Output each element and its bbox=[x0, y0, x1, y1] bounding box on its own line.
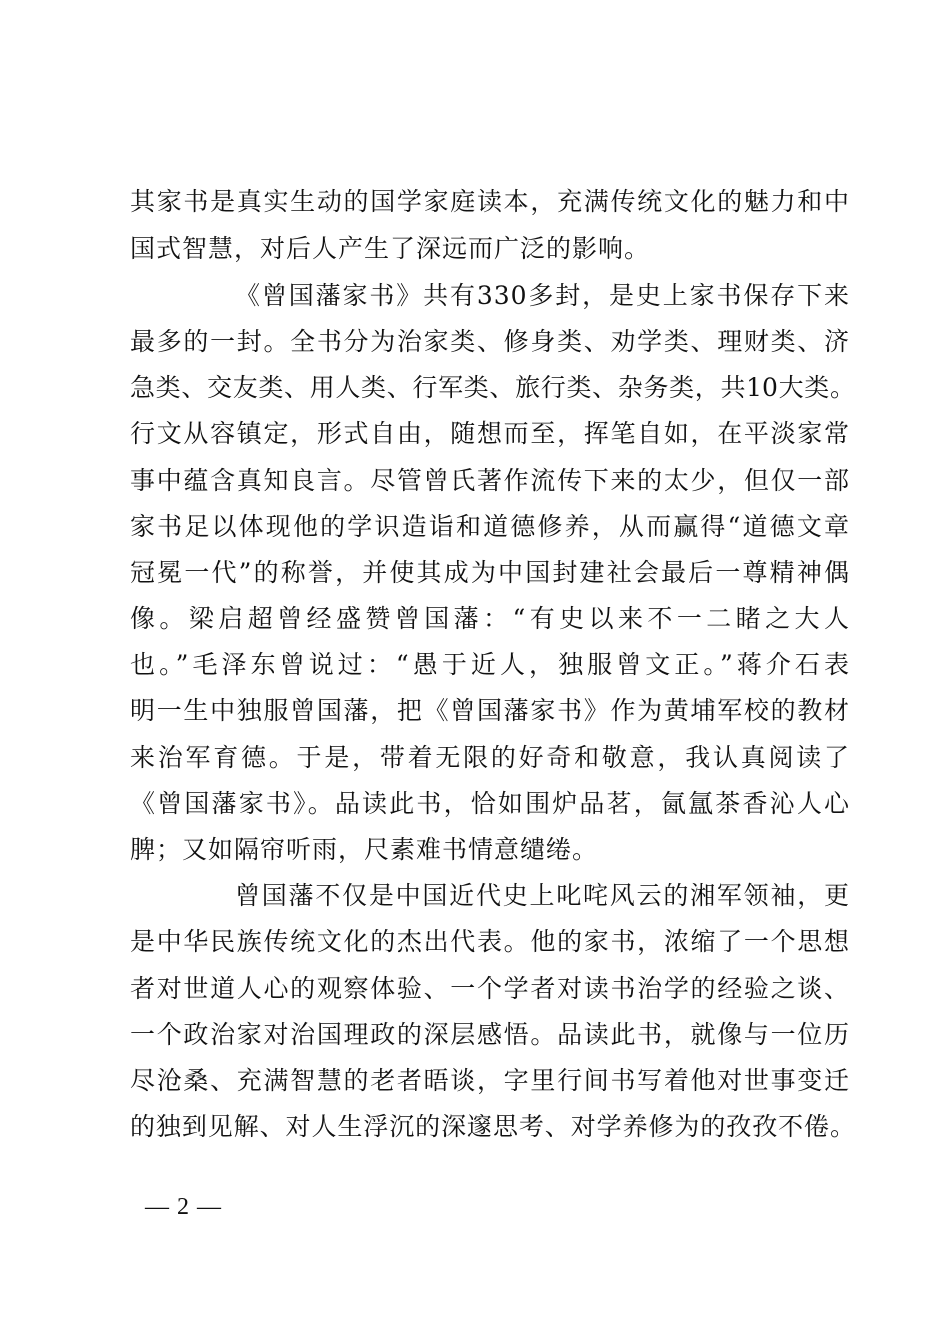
paragraph-1-line-2: 国式智慧，对后人产生了深远而广泛的影响。 bbox=[130, 234, 651, 263]
paragraph-2-line-9: 也。”毛泽东曾说过：“愚于近人，独服曾文正。”蒋介石表 bbox=[130, 650, 850, 679]
paragraph-2-line-5: 事中蕴含真知良言。尽管曾氏著作流传下来的太少，但仅一部 bbox=[130, 466, 850, 495]
paragraph-2-line-11: 来治军育德。于是，带着无限的好奇和敬意，我认真阅读了 bbox=[130, 743, 850, 772]
paragraph-2-line-3: 急类、交友类、用人类、行军类、旅行类、杂务类，共10大类。 bbox=[130, 373, 855, 402]
paragraph-2-line-13: 脾；又如隔帘听雨，尺素难书情意缱绻。 bbox=[130, 835, 599, 864]
page-number: — 2 — bbox=[145, 1194, 222, 1220]
paragraph-2-line-2: 最多的一封。全书分为治家类、修身类、劝学类、理财类、济 bbox=[130, 327, 850, 356]
paragraph-2-line-12: 《曾国藩家书》。品读此书，恰如围炉品茗，氤氲茶香沁人心 bbox=[130, 789, 850, 818]
paragraph-2-line-4: 行文从容镇定，形式自由，随想而至，挥笔自如，在平淡家常 bbox=[130, 419, 850, 448]
paragraph-2-line-7: 冠冕一代”的称誉，并使其成为中国封建社会最后一尊精神偶 bbox=[130, 558, 850, 587]
paragraph-3-line-4: 一个政治家对治国理政的深层感悟。品读此书，就像与一位历 bbox=[130, 1020, 850, 1049]
paragraph-3-line-5: 尽沧桑、充满智慧的老者晤谈，字里行间书写着他对世事变迁 bbox=[130, 1066, 850, 1095]
paragraph-3-line-1: 曾国藩不仅是中国近代史上叱咤风云的湘军领袖，更 bbox=[235, 881, 850, 910]
paragraph-2-line-10: 明一生中独服曾国藩，把《曾国藩家书》作为黄埔军校的教材 bbox=[130, 696, 850, 725]
paragraph-3-line-6: 的独到见解、对人生浮沉的深邃思考、对学养修为的孜孜不倦。 bbox=[130, 1112, 855, 1141]
paragraph-3-line-2: 是中华民族传统文化的杰出代表。他的家书，浓缩了一个思想 bbox=[130, 927, 850, 956]
paragraph-2-line-6: 家书足以体现他的学识造诣和道德修养，从而赢得“道德文章 bbox=[130, 512, 850, 541]
paragraph-2-line-8: 像。梁启超曾经盛赞曾国藩：“有史以来不一二睹之大人 bbox=[130, 604, 850, 633]
paragraph-2-line-1: 《曾国藩家书》共有330多封，是史上家书保存下来 bbox=[235, 281, 850, 310]
paragraph-1-line-1: 其家书是真实生动的国学家庭读本，充满传统文化的魅力和中 bbox=[130, 187, 850, 216]
paragraph-3-line-3: 者对世道人心的观察体验、一个学者对读书治学的经验之谈、 bbox=[130, 974, 850, 1003]
